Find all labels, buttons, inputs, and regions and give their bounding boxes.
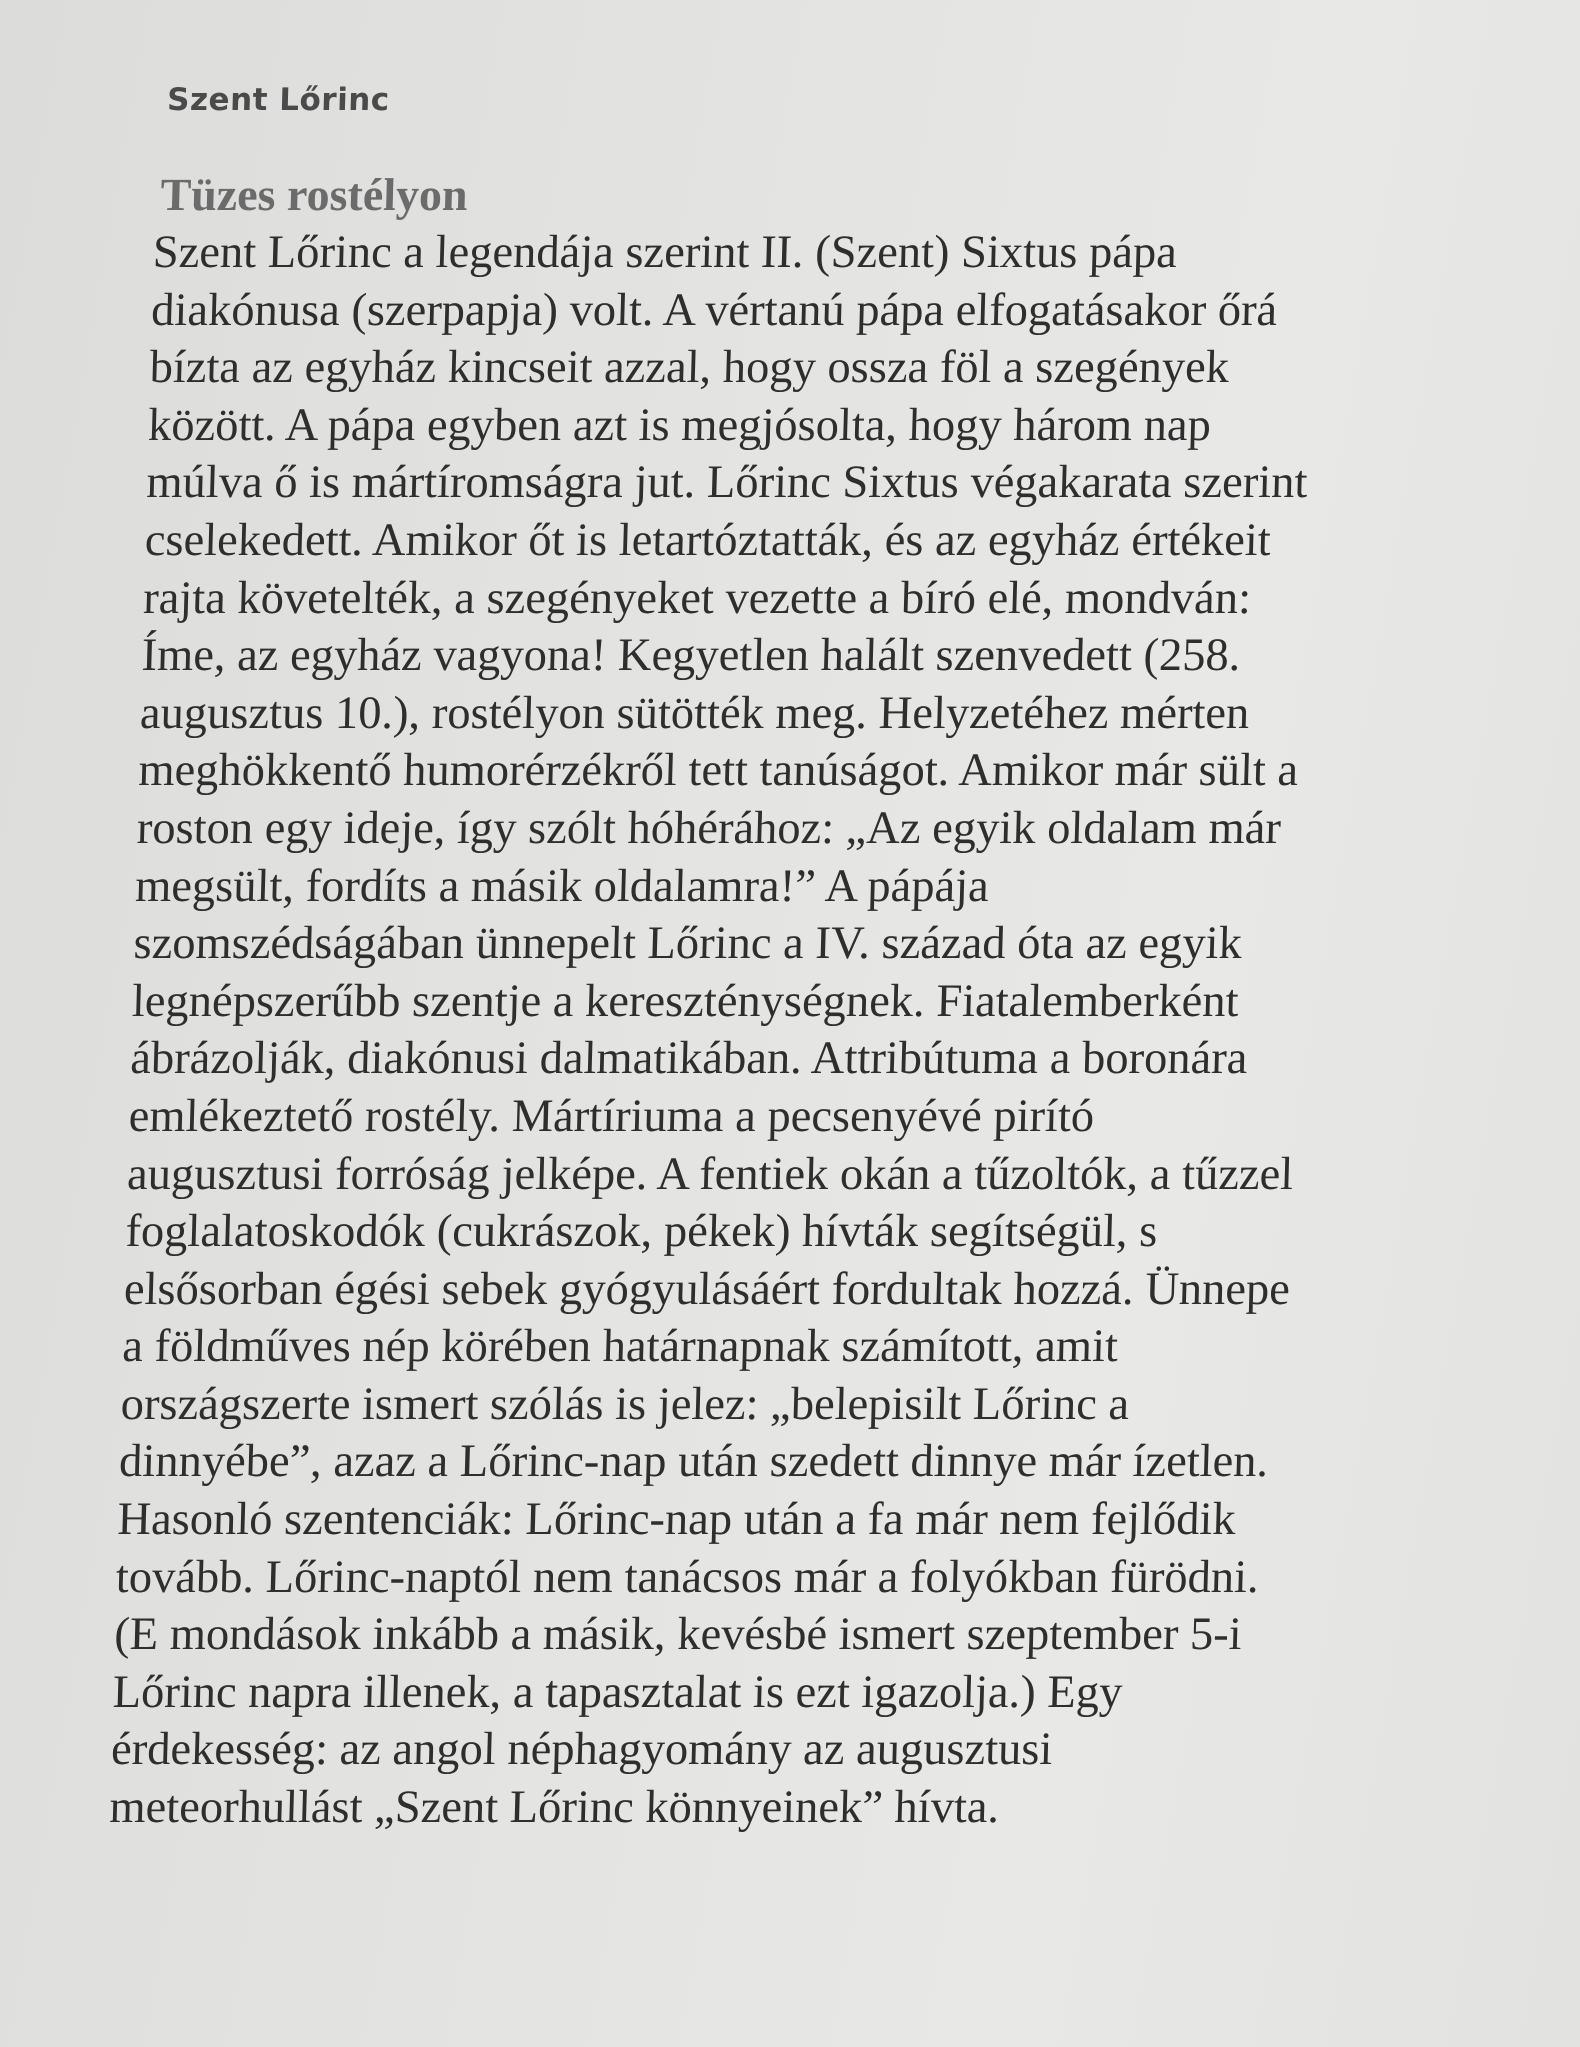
text-line: múlva ő is mártíromságra jut. Lőrinc Sixtus végakarata szerint bbox=[145, 457, 1309, 509]
text-line: augusztus 10.), rostélyon sütötték meg. Helyzetéhez mérten bbox=[139, 687, 1251, 739]
text-line: ábrázolják, diakónusi dalmatikában. Attribútuma a boronára bbox=[129, 1033, 1249, 1085]
text-line: Íme, az egyház vagyona! Kegyetlen halált szenvedett (258. bbox=[140, 630, 1242, 682]
text-line: roston egy ideje, így szólt hóhérához: „Az egyik oldalam már bbox=[136, 802, 1282, 854]
text-line: (E mondások inkább a másik, kevésbé ismert szeptember 5-i bbox=[113, 1609, 1243, 1661]
text-line: rajta követelték, a szegényeket vezette a bíró elé, mondván: bbox=[142, 572, 1252, 624]
text-line: között. A pápa egyben azt is megjósolta, hogy három nap bbox=[147, 399, 1212, 451]
text-line: dinnyébe”, azaz a Lőrinc-nap után szedett dinnye már ízetlen. bbox=[118, 1436, 1269, 1488]
text-line: bízta az egyház kincseit azzal, hogy ossza föl a szegények bbox=[149, 342, 1230, 394]
text-line: Lőrinc napra illenek, a tapasztalat is ezt igazolja.) Egy bbox=[112, 1666, 1124, 1718]
text-line: emlékeztető rostély. Mártíriuma a pecsenyévé pirító bbox=[128, 1090, 1095, 1142]
text-line: meteorhullást „Szent Lőrinc könnyeinek” hívta. bbox=[108, 1782, 1000, 1834]
text-line: Hasonló szentenciák: Lőrinc-nap után a fa már nem fejlődik bbox=[116, 1494, 1237, 1546]
section-heading: Szent Lőrinc bbox=[166, 82, 391, 118]
text-line: érdekesség: az angol néphagyomány az augusztusi bbox=[110, 1724, 1054, 1776]
text-line: országszerte ismert szólás is jelez: „belepisilt Lőrinc a bbox=[120, 1378, 1130, 1430]
text-line: szomszédságában ünnepelt Lőrinc a IV. század óta az egyik bbox=[132, 918, 1243, 970]
body-text bbox=[109, 224, 1320, 1837]
text-line: foglalatoskodók (cukrászok, pékek) hívták segítségül, s bbox=[124, 1206, 1159, 1258]
text-line: megsült, fordíts a másik oldalamra!” A pápája bbox=[134, 860, 990, 912]
text-line: meghökkentő humorérzékről tett tanúságot. Amikor már sült a bbox=[137, 745, 1299, 797]
text-line: augusztusi forróság jelképe. A fentiek okán a tűzoltók, a tűzzel bbox=[126, 1148, 1294, 1200]
text-line: a földműves nép körében határnapnak számított, amit bbox=[121, 1321, 1119, 1373]
text-line: legnépszerűbb szentje a kereszténységnek. Fiatalemberként bbox=[131, 975, 1240, 1027]
text-line: tovább. Lőrinc-naptól nem tanácsos már a folyókban fürödni. bbox=[115, 1551, 1260, 1603]
text-line: diakónusa (szerpapja) volt. A vértanú pápa elfogatásakor őrá bbox=[150, 284, 1278, 336]
article-title: Tüzes rostélyon bbox=[159, 169, 469, 220]
text-line: elsősorban égési sebek gyógyulásáért fordultak hozzá. Ünnepe bbox=[123, 1263, 1291, 1315]
text-line: cselekedett. Amikor őt is letartóztatták, és az egyház értékeit bbox=[144, 514, 1272, 566]
text-line: Szent Lőrinc a legendája szerint II. (Szent) Sixtus pápa bbox=[152, 227, 1178, 278]
